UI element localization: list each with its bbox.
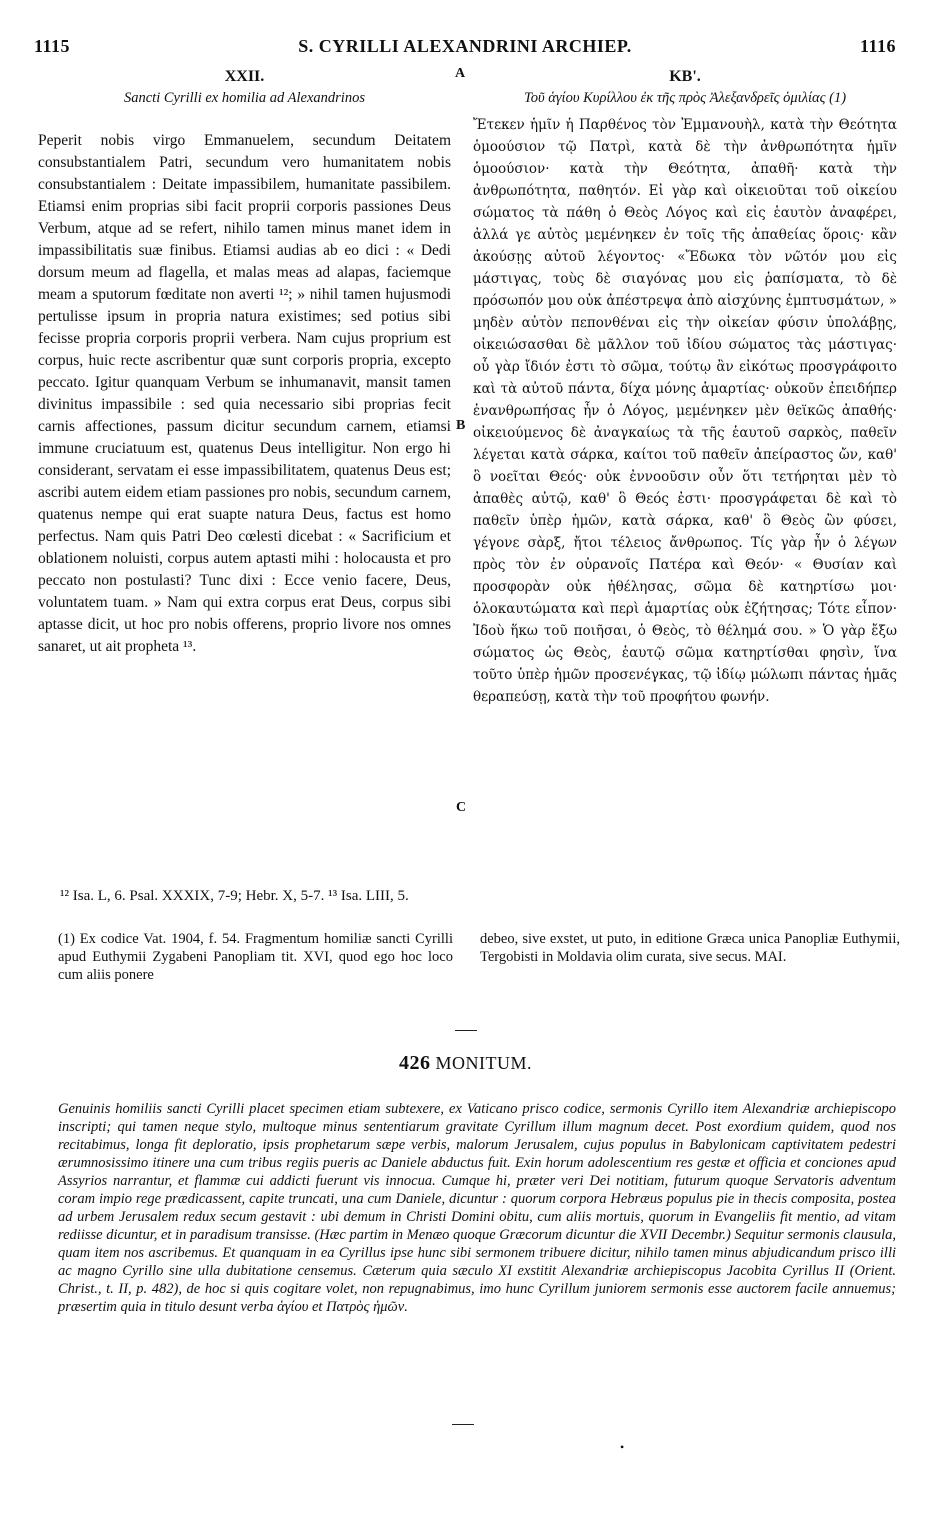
greek-column — [473, 66, 897, 708]
margin-letter-a: A — [455, 66, 466, 81]
margin-letter-c: C — [456, 800, 467, 815]
stray-mark: • — [620, 1440, 625, 1454]
latin-column — [38, 66, 451, 658]
running-title: S. CYRILLI ALEXANDRINI ARCHIEP. — [298, 36, 632, 56]
monitum-heading — [0, 1052, 931, 1075]
section-divider — [455, 1030, 477, 1031]
editor-note-right: debeo, sive exstet, ut puto, in editione Græca unica Panopliæ Euthymii, Tergobisti in Moldavia olim curata, sive secus. MAI. — [480, 931, 900, 965]
editor-note-left: (1) Ex codice Vat. 1904, f. 54. Fragmentum homiliæ sancti Cyrilli apud Euthymii Zygabeni Panopliam tit. XVI, quod ego hoc loco cum aliis ponere — [58, 931, 453, 983]
monitum-title: MONITUM. — [435, 1053, 532, 1073]
page-number-right: 1116 — [859, 36, 896, 56]
latin-section-title: Sancti Cyrilli ex homilia ad Alexandrinos — [124, 90, 365, 106]
monitum-text: Genuinis homiliis sancti Cyrilli placet specimen etiam subtexere, ex Vaticano prisco codice, sermonis Cyrillo item Alexandriæ archiepiscopo inscripti; qui tamen neque stylo, multoque minus sententiarum gravitate Cyrillum illum magnum decet. Post exordium quidem, quod nos recitabimus, longa fit deploratio, ipsis prophetarum sæpe verbis, malorum Jerusalem, cujus populus in Babylonicam captivitatem pedestri ærumnosissimo itinere una cum tribus regiis pueris ac Daniele abductus fuit. Exin horum adolescentium res gestæ et officia et conciones apud Assyrios narrantur, et flammæ cui addicti fuerunt vis innocua. Cumque hi, præter veri Dei notitiam, futurum quoque Servatoris adventum coram impio rege prædicassent, capite truncati, una cum Daniele, dicuntur : quorum corpora Hebræus populus pie in thecis composita, postea ad urbem Jerusalem redux secum gestavit : ubi demum in Christi Domini obitu, cum aliis mortuis, quorum in Evangeliis fit mentio, ad vitam rediisse dicuntur, et in paradisum transisse. (Hæc partim in Menæo quoque Græcorum dicuntur die XVII Decembr.) Sequitur sermonis clausula, quam item nos ascribemus. Et quanquam in ea Cyrillus ipse hunc sibi sermonem tribuere dicitur, nihilo tamen minus abjudicandum prisco illi ac magno Cyrillo sine ulla dubitatione censemus. Cæterum quia sæculo XI exstitit Alexandriæ archiepiscopus Jacobita Cyrillus II (Orient. Christ., t. II, p. 482), de hoc si quis cogitare volet, non repugnabimus, imo hunc Cyrillum juniorem sermonis esse auctorem facile annuemus; præsertim quia in titulo desunt verba ἁγίου et Πατρὸς ἡμῶν. — [58, 1101, 896, 1315]
latin-body-text: Peperit nobis virgo Emmanuelem, secundum Deitatem consubstantialem Patri, secundum vero humanitatem nobis consubstantialem : Deitate impassibilem, humanitate passibilem. Etiamsi enim proprias sibi facit proprii corporis passiones Deus Verbum, atque ad se refert, nihilo tamen minus manet idem in impassibilitatis suæ finibus. Etiamsi audias ab eo dici : « Dedi dorsum meum ad flagella, et malas meas ad alapas, faciemque meam a sputorum fœditate non averti ¹²; » nihil tamen hujusmodi pertulisse ipsum in propria natura existimes; sed potius sibi fecisse propria corporis proprii verbera. Nam cujus proprium est corpus, huic recte ascribentur quæ sunt corporis propria, excepto peccato. Igitur quanquam Verbum se inhumanavit, mansit tamen divinitus impassibile : sed quia necessario sibi proprias fecit carnis affectiones, passum dicitur secundum carnem, etiamsi immune cruciatuum est, quatenus Deus intelligitur. Non ergo hi considerant, servatam ei esse impassibilitatem, quatenus Deus est; ascribi autem eidem etiam passiones pro nobis, secundum carnem, quatenus nempe qui erat suapte natura Deus, factus est homo perfectus. Nam quis Patri Deo cœlesti dicebat : « Sacrificium et oblationem noluisti, corpus autem aptasti mihi : holocausta et pro peccato non postulasti? Tunc dixi : Ecce venio facere, Deus, voluntatem tuam. » Nam qui extra corpus erat Deus, corpus sibi aptasse dicit, ut hoc pro nobis offerens, proprio livore nos omnes sanaret, ut ait propheta ¹³. — [38, 132, 451, 655]
greek-section-title: Τοῦ ἁγίου Κυρίλλου ἐκ τῆς πρὸς Ἀλεξανδρεῖς ὁμιλίας (1) — [523, 90, 847, 106]
scripture-references: ¹² Isa. L, 6. Psal. XXXIX, 7-9; Hebr. X, 5-7. ¹³ Isa. LIII, 5. — [60, 888, 409, 904]
monitum-number: 426 — [399, 1052, 431, 1074]
margin-letter-b: B — [456, 418, 466, 433]
running-header — [34, 36, 896, 62]
greek-section-number: ΚΒ'. — [669, 68, 701, 85]
greek-body-text: Ἔτεκεν ἡμῖν ἡ Παρθένος τὸν Ἐμμανουὴλ, κατὰ τὴν Θεότητα ὁμοούσιον τῷ Πατρὶ, κατὰ δὲ τὴν ἀνθρωπότητα ἡμῖν ὁμοούσιον· κατὰ τὴν Θεότητα, ἀπαθῆ· κατὰ τὴν ἀνθρωπότητα, παθητόν. Εἰ γὰρ καὶ οἰκειοῦται τοῦ οἰκείου σώματος τὰ πάθη ὁ Θεὸς Λόγος καὶ εἰς ἑαυτὸν ἀναφέρει, ἀλλά γε αὐτὸς μεμένηκεν ἐν τοῖς τῆς ἀπαθείας ὅροις· κἂν ἀκούσῃς αὐτοῦ λέγοντος· «Ἔδωκα τὸν νῶτόν μου εἰς μάστιγας, τοὺς δὲ σιαγόνας μου εἰς ῥαπίσματα, τὸ δὲ πρόσωπόν μου οὐκ ἀπέστρεψα ἀπὸ αἰσχύνης ἐμπτυσμάτων, » μηδὲν αὐτὸν πεπονθέναι εἰς τὴν οἰκείαν φύσιν ὑπολάβῃς, οἰκειώσασθαι δὲ μᾶλλον τοῦ ἰδίου σώματος τὰς μάστιγας· οὗ γὰρ ἴδιόν ἐστι τὸ σῶμα, τούτῳ ἂν εἰκότως προσγράφοιτο καὶ τὰ αὐτοῦ πάντα, δίχα μόνης ἁμαρτίας· οὐκοῦν ἐπειδήπερ ἐνανθρωπήσας ἦν ὁ Λόγος, μεμένηκεν μὲν θεϊκῶς ἀπαθής· οἰκειούμενος δὲ ἀναγκαίως τὰ τῆς ἑαυτοῦ σαρκὸς, παθεῖν λέγεται κατὰ σάρκα, καίτοι τοῦ παθεῖν ἀπείραστος ὤν, καθ' ὃ νοεῖται Θεός· οὐκ ἐννοοῦσιν οὖν ὅτι τετήρηται μὲν τὸ ἀπαθὲς αὐτῷ, καθ' ὃ Θεός ἐστι· προσγράφεται δὲ καὶ τὸ παθεῖν ὑπὲρ ἡμῶν, κατὰ σάρκα, καθ' ὃ Θεὸς ὢν φύσει, γέγονε σὰρξ, ἤτοι τέλειος ἄνθρωπος. Τίς γὰρ ἦν ὁ λέγων πρὸς τὸν ἐν οὐρανοῖς Πατέρα καὶ Θεόν· « Θυσίαν καὶ προσφορὰν οὐκ ἠθέλησας, σῶμα δὲ κατηρτίσω μοι· ὁλοκαυτώματα καὶ περὶ ἁμαρτίας οὐκ ἐζήτησας; Τότε εἶπον· Ἰδοὺ ἥκω τοῦ ποιῆσαι, ὁ Θεὸς, τὸ θέλημά σου. » Ὁ γὰρ ἔξω σώματος ὡς Θεὸς, ἑαυτῷ σῶμα κατηρτίσθαι φησὶν, ἵνα τοῦτο ὑπὲρ ἡμῶν προσενέγκας, τῷ ἰδίῳ μώλωπι πάντας ἡμᾶς θεραπεύσῃ, κατὰ τὴν τοῦ προφήτου φωνήν. — [473, 117, 897, 705]
latin-section-number: XXII. — [224, 68, 265, 85]
end-divider — [452, 1424, 474, 1425]
page-number-left: 1115 — [34, 36, 71, 56]
